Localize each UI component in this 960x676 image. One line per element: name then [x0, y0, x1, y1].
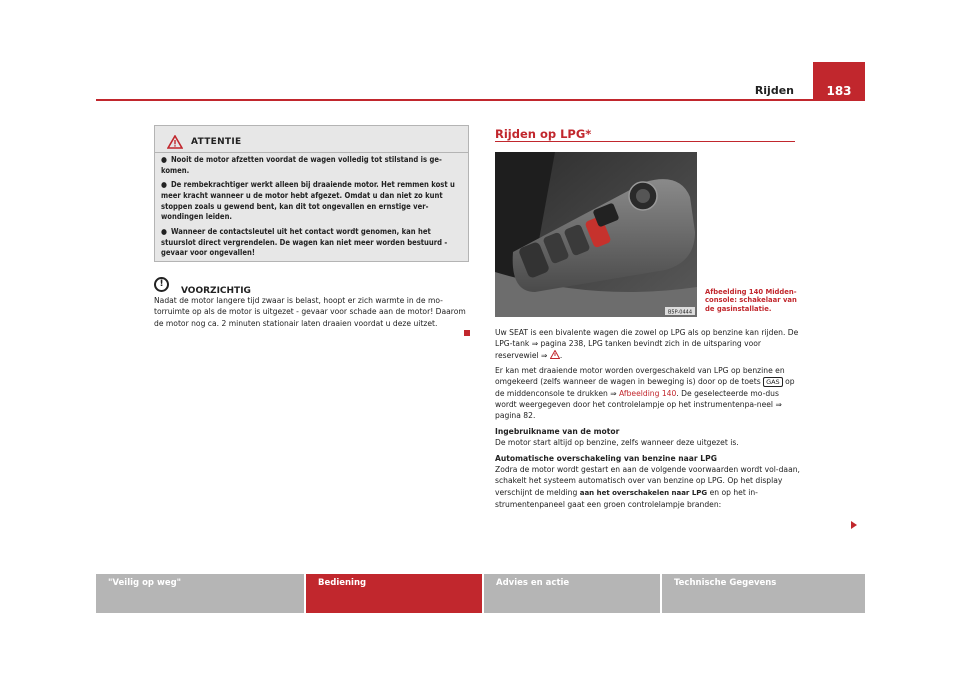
warning-header — [167, 134, 241, 150]
header-rule — [96, 99, 865, 101]
paragraph-text: Er kan met draaiende motor worden overgeschakeld van LPG op benzine en omgekeerd (zelfs wanneer de wagen in beweging is) door op de toets — [495, 366, 785, 387]
warning-box — [154, 125, 469, 262]
paragraph-text: . — [559, 350, 563, 360]
paragraph-text: Uw SEAT is een bivalente wagen die zowel op LPG als op benzine kan rijden. De LPG-tank ⇒ pagina 238, LPG tanken bevindt zich in de uitsparing voor reservewiel ⇒ — [495, 328, 799, 360]
caution-text: Nadat de motor langere tijd zwaar is belast, hoopt er zich warmte in de mo-torruimte op als de motor is uitgezet - gevaar voor schade aan de motor! Daarom de motor nog ca. 2 minuten stationair laten draaien voordat u deze uitzet. — [154, 296, 466, 328]
continue-arrow-icon — [851, 521, 857, 529]
section-body — [495, 327, 800, 515]
figure-photo — [495, 152, 697, 317]
list-item — [161, 155, 464, 177]
paragraph-text: en op het in-strumentenpaneel gaat een groen controlelampje branden: — [495, 487, 758, 510]
list-item — [161, 227, 464, 259]
section-title: Rijden op LPG* — [495, 127, 592, 141]
bullet-icon: ● — [161, 226, 167, 236]
gas-key-label: GAS — [763, 377, 783, 387]
footer-tab-veilig[interactable]: "Veilig op weg" — [96, 574, 304, 613]
page-number: 183 — [813, 62, 865, 101]
list-item — [161, 180, 464, 223]
bullet-icon: ● — [161, 155, 167, 164]
subheading: Ingebruikname van de motor — [495, 426, 620, 436]
paragraph-text: Zodra de motor wordt gestart en aan de volgende voorwaarden wordt vol-daan, schakelt het systeem automatisch over van benzine op LPG. Op het display verschijnt de melding — [495, 465, 800, 497]
paragraph — [495, 327, 800, 361]
warning-item-text: De rembekrachtiger werkt alleen bij draaiende motor. Het remmen kost u meer kracht wanneer u de motor hebt afgezet. Omdat u dan niet zo kunt stoppen zoals u gewend bent, kan dit tot ongevallen en ernstige ver-wondingen leiden. — [161, 180, 455, 222]
figure-code: B5P-0444 — [667, 309, 693, 316]
paragraph — [495, 365, 800, 421]
display-message: aan het overschakelen naar LPG — [579, 488, 708, 497]
subheading: Automatische overschakeling van benzine naar LPG — [495, 453, 717, 463]
warning-divider — [155, 152, 468, 153]
warning-list — [161, 155, 464, 263]
caution-header — [154, 272, 251, 296]
figure-caption: Afbeelding 140 Midden-console: schakelaar van de gasinstallatie. — [705, 288, 797, 313]
exclamation-circle-icon: ! — [154, 277, 169, 292]
section-rule — [495, 141, 795, 142]
warning-item-text: Wanneer de contactsleutel uit het contact wordt genomen, kan het stuurslot direct vergrendelen. De wagen kan niet meer worden bestuurd - gevaar voor ongevallen! — [161, 226, 448, 258]
warning-triangle-icon — [167, 135, 183, 149]
paragraph — [495, 464, 800, 510]
warning-label: ATTENTIE — [191, 137, 242, 147]
paragraph-text: . De geselecteerde mo-dus wordt weergegeven door het controlelampje op het instrumentenpa-neel ⇒ pagina 82. — [495, 388, 782, 421]
footer-tab-technische[interactable]: Technische Gegevens — [662, 574, 865, 613]
footer-tab-advies[interactable]: Advies en actie — [484, 574, 660, 613]
warning-item-text: Nooit de motor afzetten voordat de wagen volledig tot stilstand is ge-komen. — [161, 155, 442, 175]
section-end-square-icon — [464, 330, 470, 336]
footer-tab-bediening[interactable]: Bediening — [306, 574, 482, 613]
paragraph: De motor start altijd op benzine, zelfs wanneer deze uitgezet is. — [495, 438, 739, 448]
bullet-icon: ● — [161, 180, 167, 190]
paragraph-text: op de middenconsole te drukken ⇒ — [495, 377, 795, 398]
chapter-title: Rijden — [754, 84, 794, 97]
figure-link[interactable]: Afbeelding 140 — [619, 388, 677, 398]
warning-triangle-icon — [550, 350, 563, 360]
caution-label: VOORZICHTIG — [181, 286, 251, 296]
gas-switch-console-photo — [495, 152, 697, 317]
